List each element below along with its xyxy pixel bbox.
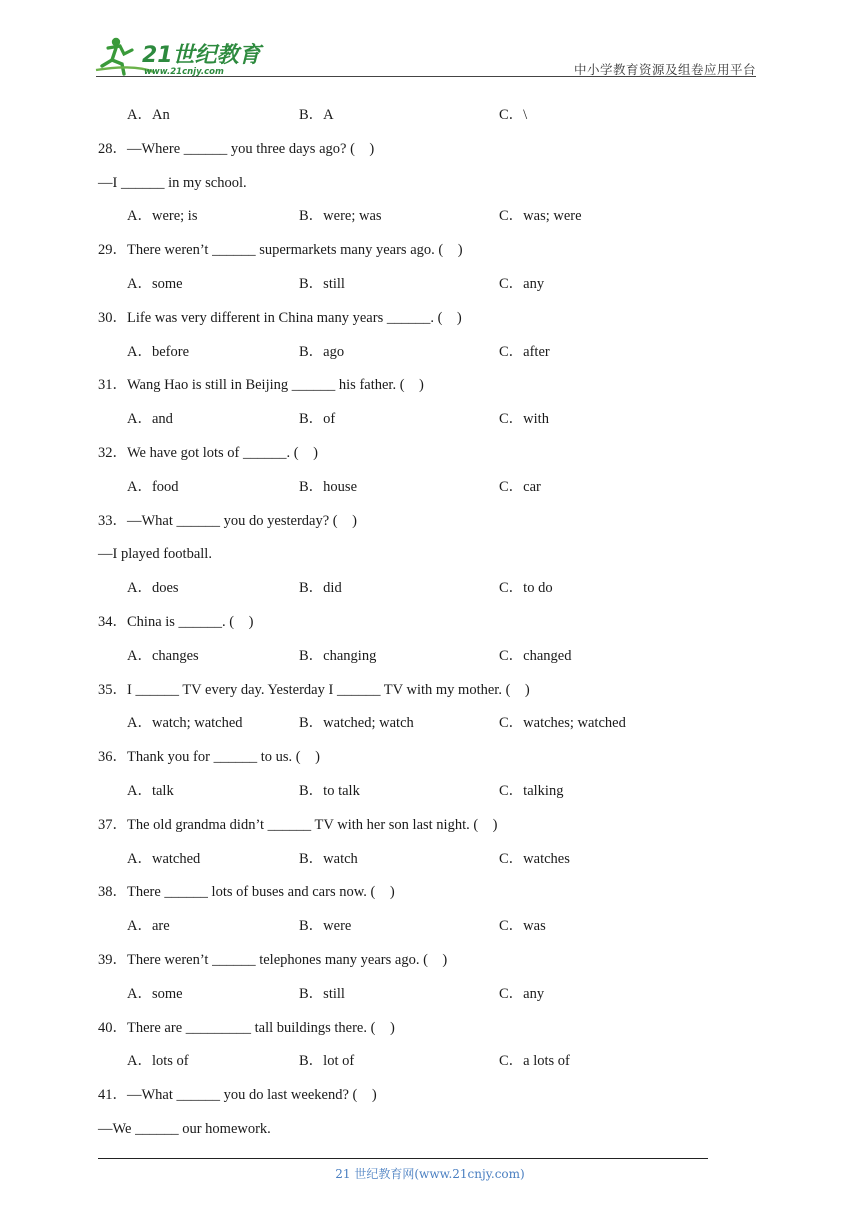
option-a: A．and	[127, 411, 173, 428]
option-c: C．\	[499, 107, 528, 123]
option-a: A．food	[127, 478, 179, 495]
option-c: C．after	[499, 343, 550, 360]
option-a: A．were; is	[127, 208, 198, 225]
logo-url: www.21cnjy.com	[144, 67, 224, 77]
runner-logo-icon	[94, 34, 264, 78]
dialog-line: —We ______ our homework.	[98, 1121, 271, 1137]
option-a: A．does	[127, 580, 179, 597]
question-text: 40．There are _________ tall buildings there. ( )	[98, 1019, 395, 1036]
option-b: B．changing	[299, 647, 377, 664]
option-c: C．was	[499, 918, 546, 935]
option-c: C．car	[499, 478, 541, 495]
question-text: 37．The old grandma didn’t ______ TV with her son last night. ( )	[98, 816, 498, 833]
option-a: A．before	[127, 343, 190, 360]
option-c: C．was; were	[499, 208, 582, 225]
question-text: 34．China is ______. ( )	[98, 614, 254, 630]
question-text: 31．Wang Hao is still in Beijing ______ his father. ( )	[98, 377, 424, 394]
option-b: B．of	[299, 411, 336, 428]
option-a: A．lots of	[127, 1053, 189, 1070]
option-c: C．changed	[499, 647, 572, 664]
question-text: 38．There ______ lots of buses and cars now. ( )	[98, 884, 395, 901]
logo-text: 21世纪教育	[142, 43, 261, 68]
question-text: 33．—What ______ you do yesterday? ( )	[98, 512, 357, 529]
option-c: C．talking	[499, 783, 564, 799]
question-text: 28．—Where ______ you three days ago? ( )	[98, 140, 375, 157]
footer-text: 21 世纪教育网(www.21cnjy.com)	[335, 1167, 525, 1181]
question-text: 39．There weren’t ______ telephones many years ago. ( )	[98, 952, 448, 968]
page-header	[0, 0, 860, 80]
option-b: B．were; was	[299, 208, 382, 225]
option-a: A．some	[127, 985, 183, 1002]
option-c: C．any	[499, 276, 545, 292]
option-a: A．talk	[127, 783, 174, 799]
option-a: A．watch; watched	[127, 715, 243, 732]
question-text: 29．There weren’t ______ supermarkets many years ago. ( )	[98, 242, 463, 259]
question-text: 41．—What ______ you do last weekend? ( )	[98, 1087, 377, 1104]
option-b: B．to talk	[299, 783, 360, 799]
option-c: C．to do	[499, 580, 553, 597]
option-b: B．still	[299, 276, 345, 292]
option-b: B．lot of	[299, 1053, 355, 1070]
dialog-line: —I played football.	[98, 546, 212, 563]
option-c: C．a lots of	[499, 1053, 570, 1070]
option-c: C．watches	[499, 850, 570, 867]
option-b: B．ago	[299, 343, 345, 360]
option-b: B．watch	[299, 850, 358, 867]
option-c: C．with	[499, 411, 549, 428]
option-b: B．were	[299, 918, 352, 935]
footer-divider	[98, 1158, 708, 1159]
option-c: C．watches; watched	[499, 715, 626, 732]
site-tagline: 中小学教育资源及组卷应用平台	[573, 62, 756, 77]
question-text: 36．Thank you for ______ to us. ( )	[98, 749, 320, 766]
question-text: 30．Life was very different in China many years ______. ( )	[98, 309, 462, 326]
option-a: A．changes	[127, 647, 199, 664]
option-a: A．are	[127, 918, 170, 935]
question-text: 35．I ______ TV every day. Yesterday I ______ TV with my mother. ( )	[98, 681, 530, 698]
dialog-line: —I ______ in my school.	[98, 174, 247, 191]
option-c: C．any	[499, 985, 545, 1002]
option-b: B．watched; watch	[299, 715, 414, 732]
site-logo	[94, 34, 264, 78]
header-divider	[96, 76, 756, 77]
option-a: A．some	[127, 276, 183, 292]
option-b: B．A	[299, 107, 334, 123]
question-text: 32．We have got lots of ______. ( )	[98, 445, 318, 461]
option-a: A．watched	[127, 850, 201, 867]
option-b: B．house	[299, 478, 357, 495]
option-b: B．still	[299, 985, 345, 1002]
option-a: A．An	[127, 107, 170, 123]
option-b: B．did	[299, 580, 342, 597]
